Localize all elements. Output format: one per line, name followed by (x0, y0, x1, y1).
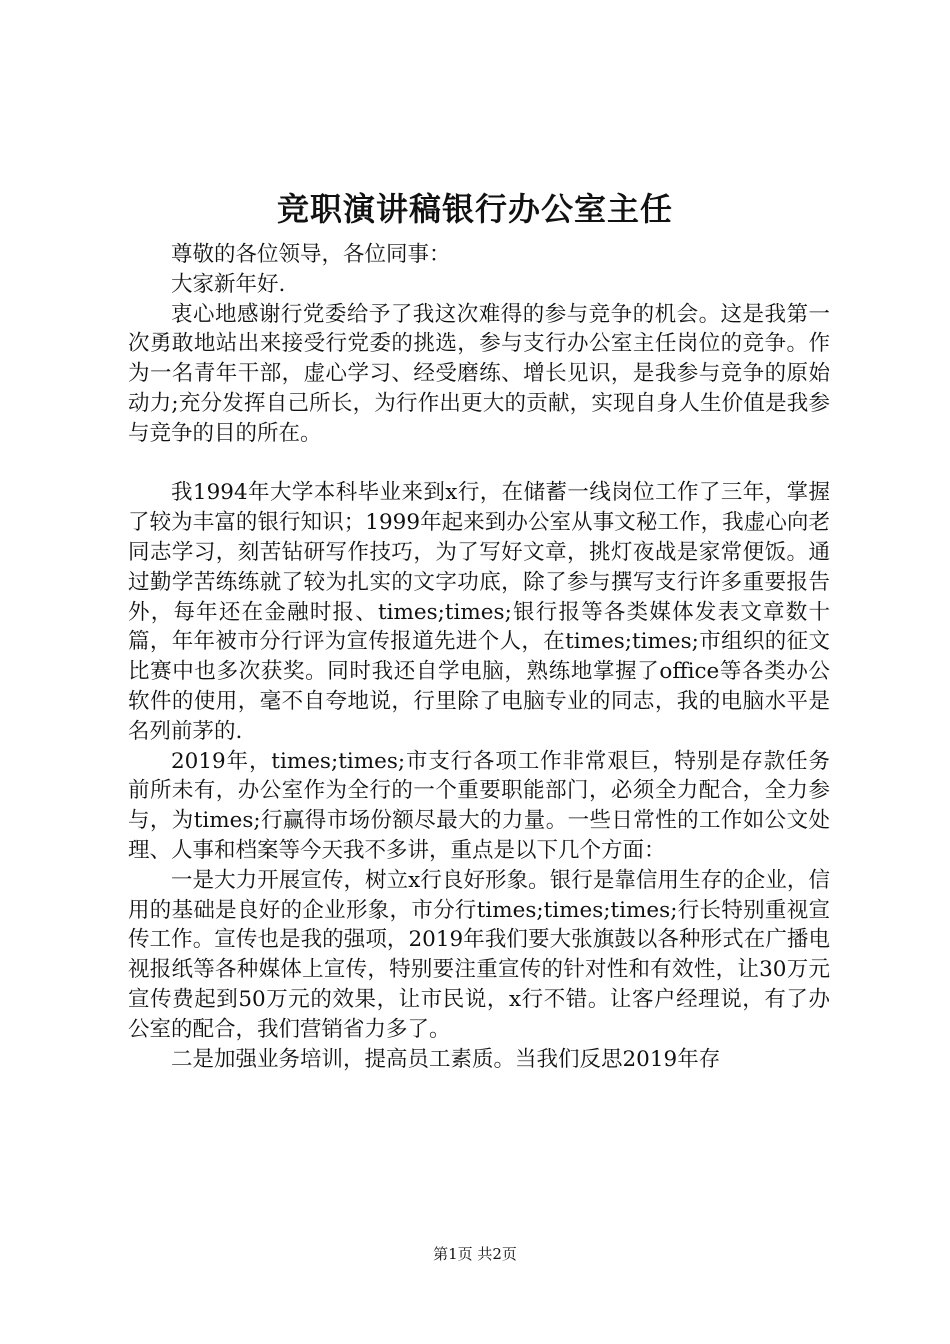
paragraph-background: 我1994年大学本科毕业来到x行，在储蓄一线岗位工作了三年，掌握了较为丰富的银行知识；1999年起来到办公室从事文秘工作，我虚心向老同志学习，刻苦钻研写作技巧，为了写好文章，挑灯夜战是家常便饭。通过勤学苦练练就了较为扎实的文字功底，除了参与撰写支行许多重要报告外，每年还在金融时报、times;times;银行报等各类媒体发表文章数十篇，年年被市分行评为宣传报道先进个人，在times;times;市组织的征文比赛中也多次获奖。同时我还自学电脑，熟练地掌握了office等各类办公软件的使用，毫不自夸地说，行里除了电脑专业的同志，我的电脑水平是名列前茅的. (128, 480, 830, 744)
page-footer: 第1页 共2页 (433, 1245, 517, 1263)
document-body (128, 240, 830, 1074)
paragraph-point-two: 二是加强业务培训，提高员工素质。当我们反思2019年存 (171, 1046, 721, 1072)
paragraph-greeting: 大家新年好. (171, 271, 286, 297)
paragraph-salutation: 尊敬的各位领导，各位同事： (171, 242, 451, 267)
paragraph-point-one: 一是大力开展宣传，树立x行良好形象。银行是靠信用生存的企业，信用的基础是良好的企业形象，市分行times;times;times;行长特别重视宣传工作。宣传也是我的强项，2019年我们要大张旗鼓以各种形式在广播电视报纸等各种媒体上宣传，特别要注重宣传的针对性和有效性，让30万元宣传费起到50万元的效果，让市民说，x行不错。让客户经理说，有了办公室的配合，我们营销省力多了。 (128, 867, 830, 1042)
paragraph-2019-tasks: 2019年，times;times;市支行各项工作非常艰巨，特别是存款任务前所未有，办公室作为全行的一个重要职能部门，必须全力配合，全力参与，为times;行赢得市场份额尽最大的力量。一些日常性的工作如公文处理、人事和档案等今天我不多讲，重点是以下几个方面： (128, 748, 830, 863)
document-title: 竞职演讲稿银行办公室主任 (276, 190, 673, 228)
paragraph-thanks: 衷心地感谢行党委给予了我这次难得的参与竞争的机会。这是我第一次勇敢地站出来接受行党委的挑选，参与支行办公室主任岗位的竞争。作为一名青年干部，虚心学习、经受磨练、增长见识，是我参与竞争的原始动力;充分发挥自己所长，为行作出更大的贡献，实现自身人生价值是我参与竞争的目的所在。 (128, 301, 830, 446)
